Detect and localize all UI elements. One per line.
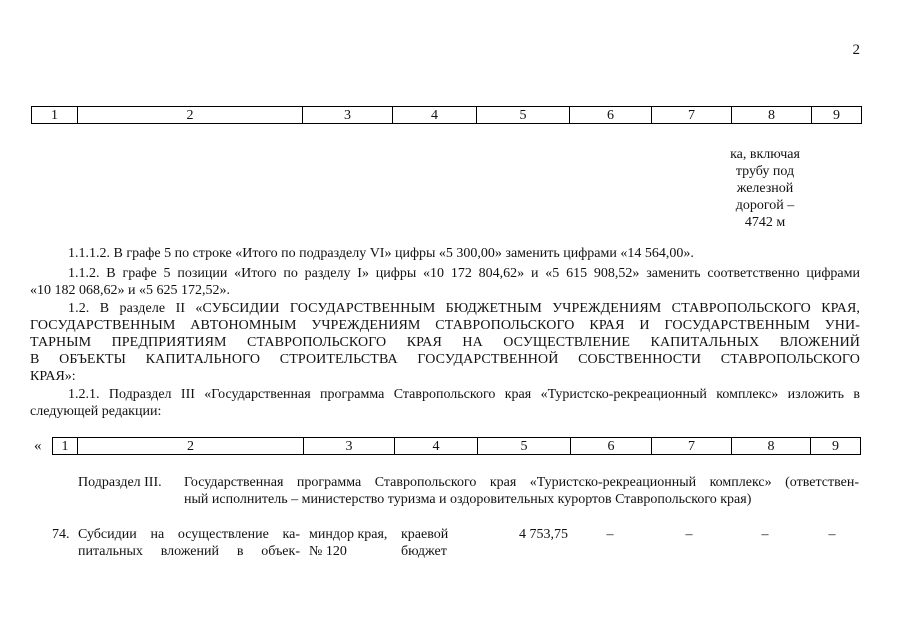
col-num-3: 3 (304, 438, 395, 455)
row-col3 (309, 526, 393, 560)
row-col4 (401, 526, 471, 560)
row-number: 74. (52, 527, 70, 542)
row-name (78, 526, 300, 560)
col-num-9: 9 (811, 438, 861, 455)
row-col8-dash: – (761, 527, 769, 542)
row-col7-dash: – (685, 527, 693, 542)
paragraph-1-2-line3: ТАРНЫМ ПРЕДПРИЯТИЯМ СТАВРОПОЛЬСКОГО КРАЯ НА ОСУЩЕСТВЛЕНИЕ КАПИТАЛЬНЫХ ВЛОЖЕНИЙ (30, 335, 860, 350)
col-num-1: 1 (53, 438, 78, 455)
row-col3-line1: миндор края, (309, 527, 388, 542)
continued-line: ка, включая (730, 147, 800, 162)
row-col9-dash: – (828, 527, 836, 542)
col-num-4: 4 (393, 107, 477, 124)
subsection-title-line2: ный исполнитель – министерство туризма и оздоровительных курортов Ставропольского края) (184, 492, 752, 507)
column-number-header-top (31, 106, 862, 124)
col-num-7: 7 (652, 438, 732, 455)
col-num-6: 6 (571, 438, 652, 455)
col-num-5: 5 (478, 438, 571, 455)
paragraph-1-2-line1: 1.2. В разделе II «СУБСИДИИ ГОСУДАРСТВЕННЫМ БЮДЖЕТНЫМ УЧРЕЖДЕНИЯМ СТАВРОПОЛЬСКОГО КРАЯ, (68, 301, 860, 316)
row-col4-line1: краевой (401, 527, 449, 542)
col-num-9: 9 (812, 107, 862, 124)
subsection-label: Подраздел III. (78, 475, 162, 490)
paragraph-1-2-1-line2: следующей редакции: (30, 404, 162, 419)
col-num-2: 2 (78, 107, 303, 124)
page-number: 2 (852, 42, 860, 58)
continued-line: дорогой – (735, 198, 795, 213)
continued-line: трубу под (735, 164, 795, 179)
col-num-1: 1 (32, 107, 78, 124)
row-name-line2: питальных вложений в объек- (78, 544, 300, 559)
paragraph-1-2-line5: КРАЯ»: (30, 369, 76, 384)
subsection-title (184, 474, 859, 508)
continued-cell-text (725, 146, 805, 231)
col-num-6: 6 (570, 107, 652, 124)
paragraph-1-2-1-line1: 1.2.1. Подраздел III «Государственная программа Ставропольского края «Туристско-рекреационный комплекс» изложить в (68, 387, 860, 402)
paragraph-1-1-2-line2: «10 182 068,62» и «5 625 172,52». (30, 283, 230, 298)
continued-line: железной (736, 181, 794, 196)
row-col4-line2: бюджет (401, 544, 447, 559)
paragraph-1-1-1-2: 1.1.1.2. В графе 5 по строке «Итого по подразделу VI» цифры «5 300,00» заменить цифрами «14 564,00». (68, 246, 694, 261)
col-num-5: 5 (477, 107, 570, 124)
col-num-7: 7 (652, 107, 732, 124)
paragraph-1-2-line4: В ОБЪЕКТЫ КАПИТАЛЬНОГО СТРОИТЕЛЬСТВА ГОСУДАРСТВЕННОЙ СОБСТВЕННОСТИ СТАВРОПОЛЬСКОГО (30, 352, 860, 367)
col-num-8: 8 (732, 107, 812, 124)
row-name-line1: Субсидии на осуществление ка- (78, 527, 300, 542)
col-num-8: 8 (732, 438, 811, 455)
paragraph-1-2-line2: ГОСУДАРСТВЕННЫМ АВТОНОМНЫМ УЧРЕЖДЕНИЯМ СТАВРОПОЛЬСКОГО КРАЯ И ГОСУДАРСТВЕННЫМ УНИ- (30, 318, 860, 333)
paragraph-1-1-2-line1: 1.1.2. В графе 5 позиции «Итого по разделу I» цифры «10 172 804,62» и «5 615 908,52» заменить соответственно цифрами (68, 266, 860, 281)
row-col6-dash: – (606, 527, 614, 542)
col-num-3: 3 (303, 107, 393, 124)
col-num-2: 2 (78, 438, 304, 455)
col-num-4: 4 (395, 438, 478, 455)
row-amount: 4 753,75 (519, 527, 568, 542)
row-col3-line2: № 120 (309, 544, 347, 559)
subsection-title-line1: Государственная программа Ставропольского края «Туристско-рекреационный комплекс» (ответствен- (184, 475, 859, 490)
column-number-header-bottom (52, 437, 861, 455)
continued-line: 4742 м (744, 215, 786, 230)
opening-quote: « (34, 438, 42, 454)
